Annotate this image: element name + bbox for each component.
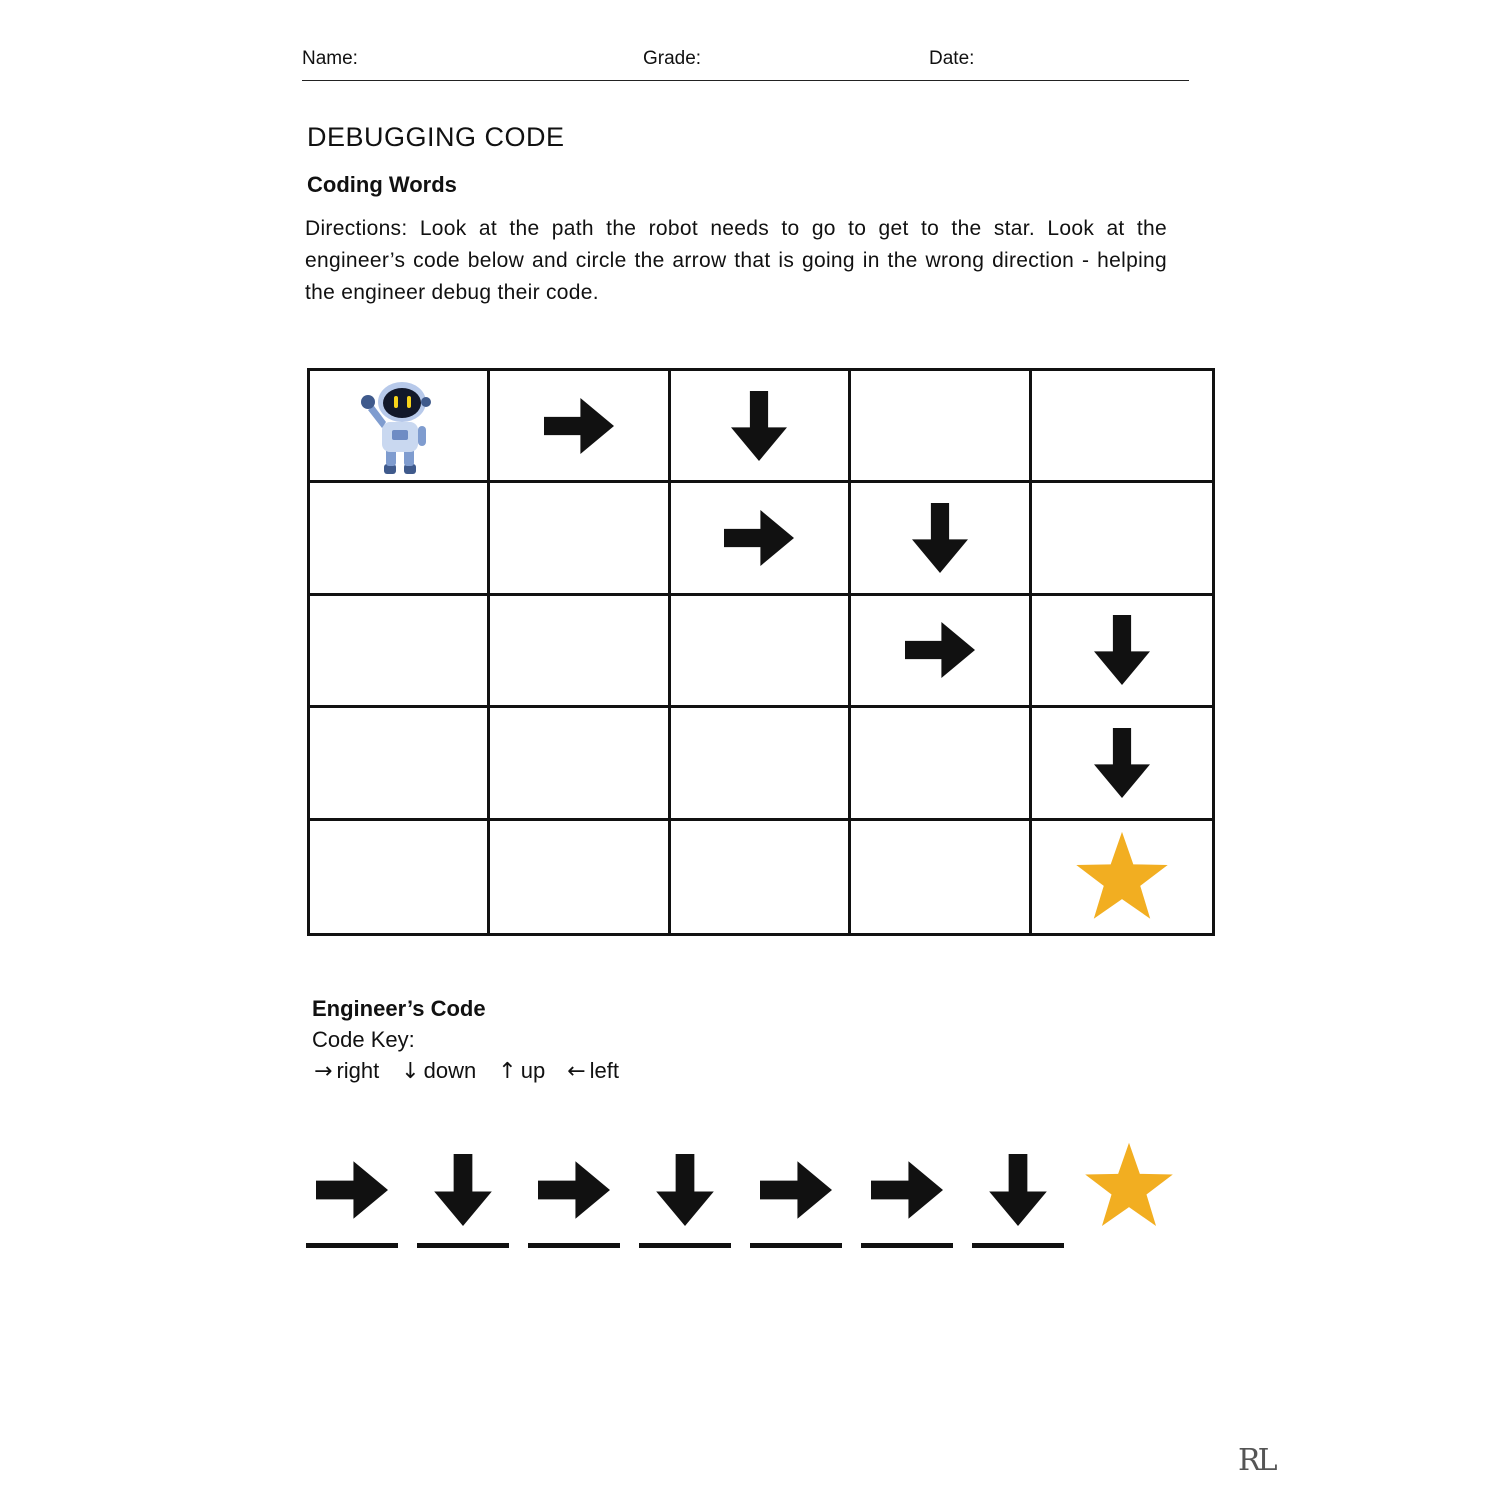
- code-step[interactable]: [639, 1140, 731, 1250]
- grid-cell-r1-c5[interactable]: [1032, 371, 1212, 483]
- grid-cell-r5-c3[interactable]: [671, 821, 851, 933]
- brand-logo: RL: [1238, 1443, 1275, 1478]
- code-step-underline: [750, 1243, 842, 1248]
- code-key-label: Code Key:: [312, 1027, 415, 1052]
- header-write-line[interactable]: [302, 80, 1189, 81]
- key-word: down: [423, 1058, 477, 1083]
- arrow-down-icon: [1087, 728, 1157, 798]
- key-item-down: [401, 1058, 476, 1084]
- grid-cell-r3-c4[interactable]: [851, 596, 1031, 708]
- grid-cell-r2-c5[interactable]: [1032, 483, 1212, 595]
- grid-cell-r3-c1[interactable]: [310, 596, 490, 708]
- path-grid: [307, 368, 1215, 936]
- grid-cell-r2-c2[interactable]: [490, 483, 670, 595]
- key-word: left: [589, 1058, 619, 1083]
- grid-cell-r3-c2[interactable]: [490, 596, 670, 708]
- arrow-right-icon: [760, 1154, 832, 1226]
- grid-cell-r2-c1[interactable]: [310, 483, 490, 595]
- grid-cell-r4-c3[interactable]: [671, 708, 851, 820]
- code-key: [314, 1058, 619, 1084]
- key-word: up: [520, 1058, 546, 1083]
- arrow-right-icon: [871, 1154, 943, 1226]
- grid-cell-r5-c4[interactable]: [851, 821, 1031, 933]
- grid-cell-r4-c2[interactable]: [490, 708, 670, 820]
- code-step-underline: [306, 1243, 398, 1248]
- arrow-down-icon: [724, 391, 794, 461]
- grid-cell-r4-c5[interactable]: [1032, 708, 1212, 820]
- grid-cell-r2-c3[interactable]: [671, 483, 851, 595]
- date-label: Date:: [929, 48, 975, 69]
- code-step-underline: [528, 1243, 620, 1248]
- star-icon: [1083, 1138, 1175, 1234]
- code-step[interactable]: [750, 1140, 842, 1250]
- arrow-down-icon: [1087, 615, 1157, 685]
- arrow-up-icon: ↑: [498, 1058, 517, 1084]
- arrow-right-icon: [538, 1154, 610, 1226]
- key-item-left: [567, 1058, 619, 1084]
- grid-cell-r5-c1[interactable]: [310, 821, 490, 933]
- arrow-right-icon: [724, 503, 794, 573]
- key-word: right: [336, 1058, 380, 1083]
- grid-cell-r2-c4[interactable]: [851, 483, 1031, 595]
- key-item-right: [314, 1058, 379, 1084]
- arrow-down-icon: [649, 1154, 721, 1226]
- arrow-down-icon: ↓: [401, 1058, 420, 1084]
- grid-cell-r1-c2[interactable]: [490, 371, 670, 483]
- code-step-underline: [972, 1243, 1064, 1248]
- star-icon: [1074, 829, 1170, 925]
- grade-label: Grade:: [643, 48, 702, 69]
- arrow-down-icon: [427, 1154, 499, 1226]
- worksheet-title: DEBUGGING CODE: [307, 122, 565, 152]
- arrow-right-icon: →: [314, 1058, 333, 1084]
- arrow-right-icon: [316, 1154, 388, 1226]
- directions-text: Directions: Look at the path the robot needs to go to get to the star. Look at the engineer’s code below and circle the arrow that is going in the wrong direction - helping the engineer debug their code.: [305, 217, 1167, 304]
- grid-cell-r1-c1[interactable]: [310, 371, 490, 483]
- arrow-right-icon: [905, 615, 975, 685]
- code-step-underline: [861, 1243, 953, 1248]
- code-sequence: [306, 1140, 1176, 1250]
- key-item-up: [498, 1058, 545, 1084]
- code-goal-star: [1083, 1140, 1175, 1250]
- grid-cell-r5-c2[interactable]: [490, 821, 670, 933]
- robot-icon: [354, 376, 444, 476]
- code-step[interactable]: [861, 1140, 953, 1250]
- engineer-code-title: Engineer’s Code: [312, 996, 486, 1021]
- arrow-right-icon: [544, 391, 614, 461]
- grid-cell-r4-c1[interactable]: [310, 708, 490, 820]
- worksheet-subtitle: Coding Words: [307, 172, 457, 197]
- name-label: Name:: [302, 48, 358, 69]
- grid-cell-r3-c5[interactable]: [1032, 596, 1212, 708]
- code-step-underline: [639, 1243, 731, 1248]
- code-step[interactable]: [528, 1140, 620, 1250]
- arrow-left-icon: ←: [567, 1058, 586, 1084]
- code-step[interactable]: [972, 1140, 1064, 1250]
- code-step[interactable]: [306, 1140, 398, 1250]
- code-step-underline: [417, 1243, 509, 1248]
- code-step[interactable]: [417, 1140, 509, 1250]
- arrow-down-icon: [982, 1154, 1054, 1226]
- grid-cell-r1-c4[interactable]: [851, 371, 1031, 483]
- arrow-down-icon: [905, 503, 975, 573]
- grid-cell-r1-c3[interactable]: [671, 371, 851, 483]
- grid-cell-r4-c4[interactable]: [851, 708, 1031, 820]
- grid-cell-r3-c3[interactable]: [671, 596, 851, 708]
- grid-cell-r5-c5[interactable]: [1032, 821, 1212, 933]
